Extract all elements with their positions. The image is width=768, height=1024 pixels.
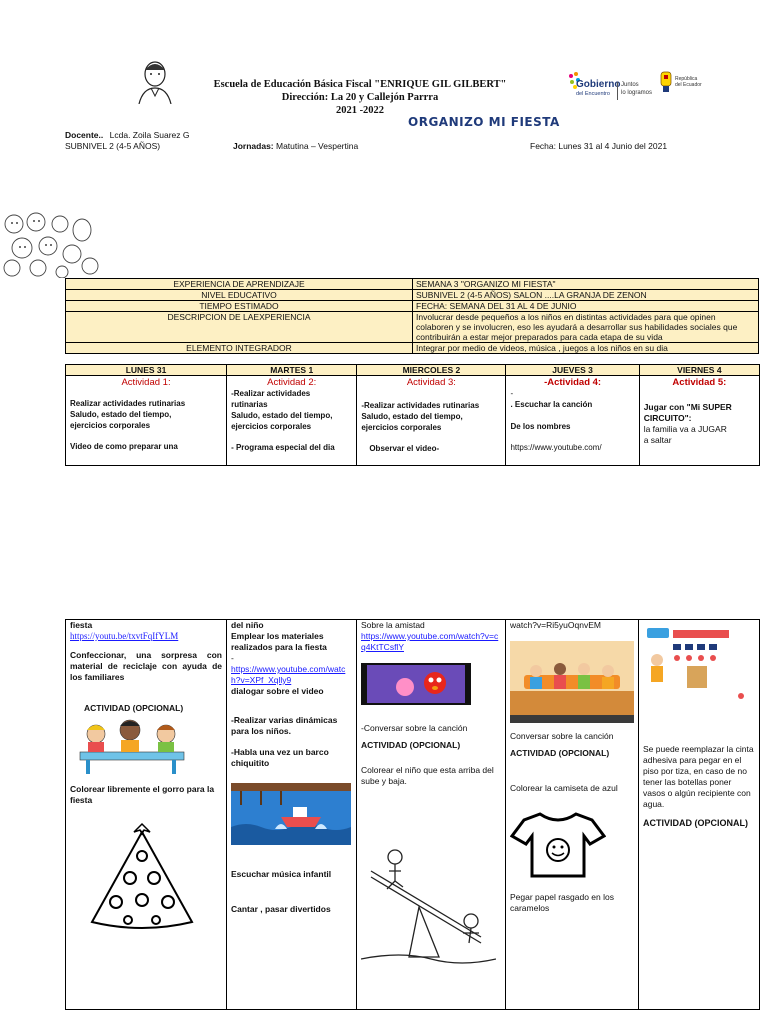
day-header: LUNES 31 [66,365,226,376]
elmo-video-thumbnail[interactable] [361,663,471,705]
activity-line: Pegar papel rasgado en los caramelos [510,892,614,913]
info-value: Integrar por medio de videos, música , juegos a los niños en su dia [413,343,759,354]
activity-title: Actividad 5: [672,377,727,388]
jornadas-value: Matutina – Vespertina [276,141,359,151]
activity-line: ejercicios corporales [70,421,151,430]
activity-line: Colorear libremente el gorro para la fiesta [70,784,215,805]
jornadas-label: Jornadas: [233,141,274,151]
day-header: MIERCOLES 2 [357,365,505,376]
activity-line: -Realizar actividades [231,389,311,398]
table-row [66,290,759,301]
optional-activity-label: ACTIVIDAD (OPCIONAL) [361,740,461,750]
activity-line: Realizar actividades rutinarias [70,399,186,408]
activity-title: Actividad 2: [267,377,317,388]
activity-line: Cantar , pasar divertidos [231,904,331,914]
jornadas-line [233,141,358,152]
day-header: MARTES 1 [227,365,356,376]
video-link[interactable]: https://youtu.be/txvtFqIfYLM [70,631,179,641]
activity-line: ejercicios corporales [361,423,442,432]
activity-line: -Realizar varias dinámicas para los niños. [231,715,338,736]
activity-line: Observar el video- [369,444,440,453]
info-label: NIVEL EDUCATIVO [66,290,413,301]
activity-line: Sobre la amistad [361,620,425,630]
video-link[interactable]: https://www.youtube.com/watch?v=XPf_Xqlly9 [231,664,346,685]
activity-line: fiesta [70,620,93,630]
info-label: DESCRIPCION DE LAEXPERIENCIA [66,312,413,343]
subnivel-text: SUBNIVEL 2 (4-5 AÑOS) [65,141,161,151]
fruits-clipart [0,210,100,278]
day-column-martes-cont [227,620,357,1009]
boat-video-thumbnail[interactable] [231,783,351,845]
party-hat-clipart [70,822,220,932]
weekly-schedule-continued [65,619,760,1010]
day-column-lunes [66,365,227,465]
gov-brand: Gobierno [576,79,621,90]
activity-line: dialogar sobre el video [231,686,324,696]
docente-value: Lcda. Zoila Suarez G [109,130,190,140]
activity-line: la familia va a JUGAR [643,424,727,434]
weekly-schedule [65,364,760,466]
activity-line: Colorear el niño que esta arriba del sube y baja. [361,765,494,786]
activity-line: a saltar [643,435,672,445]
activity-line: De los nombres [510,422,571,431]
activity-line: Saludo, estado del tiempo, [70,410,172,419]
day-column-viernes-cont [639,620,759,1009]
video-link[interactable]: https://www.youtube.com/watch?v=cq4KtTCsflY [361,631,499,652]
circuit-game-image [643,624,751,702]
gov-tag2: lo logramos [621,90,653,96]
day-column-martes [227,365,357,465]
gov-sub: del Encuentro [576,91,610,97]
activity-line: Conversar sobre la canción [510,731,614,741]
day-header: VIERNES 4 [640,365,759,376]
experience-info-table [65,278,759,354]
activity-title: Actividad 1: [121,377,171,388]
kids-song-video-thumbnail[interactable] [510,641,634,723]
activity-line: https://www.youtube.com/ [510,443,602,452]
republic-seal-icon [658,70,704,104]
info-label: EXPERIENCIA DE APRENDIZAJE [66,279,413,290]
day-column-jueves-cont [506,620,639,1009]
activity-line: Video de como preparar una [70,442,178,451]
activity-line: Saludo, estado del tiempo, [231,411,333,420]
info-value: Involucrar desde pequeños a los niños en distintas actividades para que opinen colaboren y se involucren, eso les ayudará a desarrollar sus habilidades sociales que contribuirán a estar mejor preparados para cada etapa de su vida [413,312,759,343]
info-label: TIEMPO ESTIMADO [66,301,413,312]
activity-line: rutinarias [231,400,268,409]
seesaw-coloring-clipart [361,847,496,965]
activity-line: Se puede reemplazar la cinta adhesiva para pegar en el piso por tiza, en caso de no tener las botellas poner vasos o algún recipiente con agua. [643,744,754,809]
activity-line: Saludo, estado del tiempo, [361,412,463,421]
activity-line: watch?v=Ri5yuOqnvEM [510,620,601,630]
activity-line: ejercicios corporales [231,422,312,431]
activity-line: -Habla una vez un barco chiquitito [231,747,329,768]
activity-line: Colorear la camiseta de azul [510,783,618,793]
kids-table-clipart [74,716,189,776]
day-column-viernes [640,365,759,465]
table-row [66,279,759,290]
page-title: ORGANIZO MI FIESTA [408,115,560,129]
gov-tag1: Juntos [621,82,639,88]
school-name: Escuela de Educación Básica Fiscal "ENRIQUE GIL GILBERT" [213,79,507,90]
activity-line: Jugar con "Mi SUPER CIRCUITO": [643,402,732,423]
optional-activity-label: ACTIVIDAD (OPCIONAL) [643,818,748,828]
activity-title: Actividad 3: [406,377,456,388]
tshirt-coloring-clipart [510,810,606,880]
school-address: Dirección: La 20 y Callejón Parrra [281,92,439,103]
info-value: FECHA: SEMANA DEL 31 AL 4 DE JUNIO [413,301,759,312]
activity-title: -Actividad 4: [544,377,602,388]
activity-line: del niño [231,620,264,630]
optional-activity-label: ACTIVIDAD (OPCIONAL) [84,703,184,713]
founder-portrait [135,58,175,104]
day-column-miercoles [357,365,506,465]
info-value: SUBNIVEL 2 (4-5 AÑOS) SALON ....LA GRANJA DE ZENON [413,290,759,301]
activity-line: Escuchar música infantil [231,869,332,879]
fecha-text: Fecha: Lunes 31 al 4 Junio del 2021 [530,141,668,151]
activity-line: - [231,653,234,663]
activity-line: -Conversar sobre la canción [361,723,468,733]
activity-line [510,410,634,421]
activity-line: -Realizar actividades rutinarias [361,401,480,410]
info-value: SEMANA 3 "ORGANIZO MI FIESTA" [413,279,759,290]
day-column-lunes-cont [66,620,227,1009]
table-row [66,312,759,343]
activity-line: Emplear los materiales realizados para la fiesta [231,631,327,652]
activity-line: - [510,389,514,398]
activity-line: - Programa especial del dia [231,443,335,452]
table-row [66,343,759,354]
activity-line: Confeccionar, una sorpresa con material de reciclaje con ayuda de los familiares [70,650,222,682]
school-year: 2021 -2022 [335,105,385,116]
docente-label: Docente.. [65,130,104,140]
day-column-jueves [506,365,639,465]
info-label: ELEMENTO INTEGRADOR [66,343,413,354]
optional-activity-label: ACTIVIDAD (OPCIONAL) [510,748,610,758]
day-column-miercoles-cont [357,620,506,1009]
activity-line: . Escuchar la canción [510,400,593,409]
school-header [190,78,530,117]
day-header: JUEVES 3 [506,365,638,376]
gobierno-logo [567,68,657,106]
docente-line [65,130,190,141]
table-row [66,301,759,312]
republic-label: República del Ecuador [675,76,702,88]
